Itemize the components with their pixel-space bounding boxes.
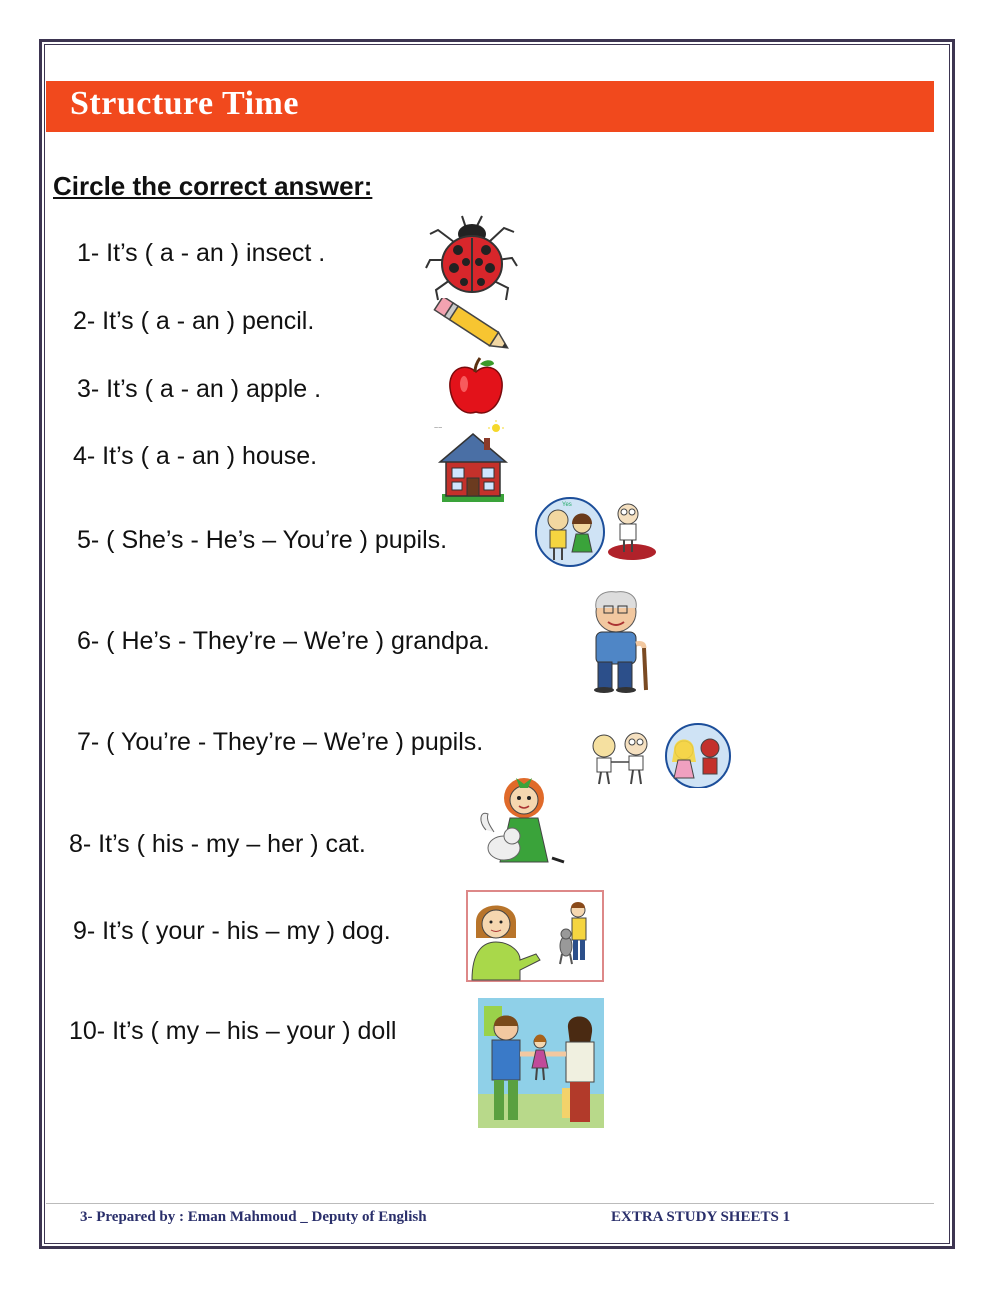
question-5: 5- ( She’s - He’s – You’re ) pupils. [77, 526, 448, 554]
question-1: 1- It’s ( a - an ) insect . [77, 239, 326, 267]
girl-pointing-boy-dog-icon [466, 890, 604, 982]
ladybug-icon [424, 212, 519, 304]
svg-text:Yes: Yes [562, 502, 572, 508]
question-7: 7- ( You’re - They’re – We’re ) pupils. [77, 728, 484, 756]
pupils-pair-icon [584, 722, 734, 788]
girl-with-cat-icon [476, 770, 568, 870]
question-6: 6- ( He’s - They’re – We’re ) grandpa. [77, 627, 490, 655]
question-8: 8- It’s ( his - my – her ) cat. [69, 830, 366, 858]
footer-series: EXTRA STUDY SHEETS 1 [611, 1209, 791, 1225]
apple-icon [444, 354, 508, 418]
question-9: 9- It’s ( your - his – my ) dog. [73, 917, 391, 945]
footer-credit [80, 1209, 427, 1226]
question-4: 4- It’s ( a - an ) house. [73, 442, 318, 470]
parents-doll-icon [478, 998, 604, 1128]
question-2: 2- It’s ( a - an ) pencil. [73, 307, 315, 335]
question-3: 3- It’s ( a - an ) apple . [77, 375, 322, 403]
house-icon [432, 420, 514, 506]
instruction-heading: Circle the correct answer: [53, 171, 373, 201]
svg-text:~~: ~~ [434, 425, 443, 432]
pencil-icon [428, 298, 520, 354]
page-title: Structure Time [70, 85, 299, 122]
grandpa-icon [582, 588, 658, 694]
question-10: 10- It’s ( my – his – your ) doll [69, 1017, 397, 1045]
pupils-group-icon [532, 494, 658, 570]
title-banner [46, 81, 934, 132]
prepared-by-text: Prepared by : Eman Mahmoud _ Deputy of English [92, 1209, 427, 1225]
page-number: 3- [80, 1209, 93, 1225]
footer-divider [46, 1203, 934, 1204]
